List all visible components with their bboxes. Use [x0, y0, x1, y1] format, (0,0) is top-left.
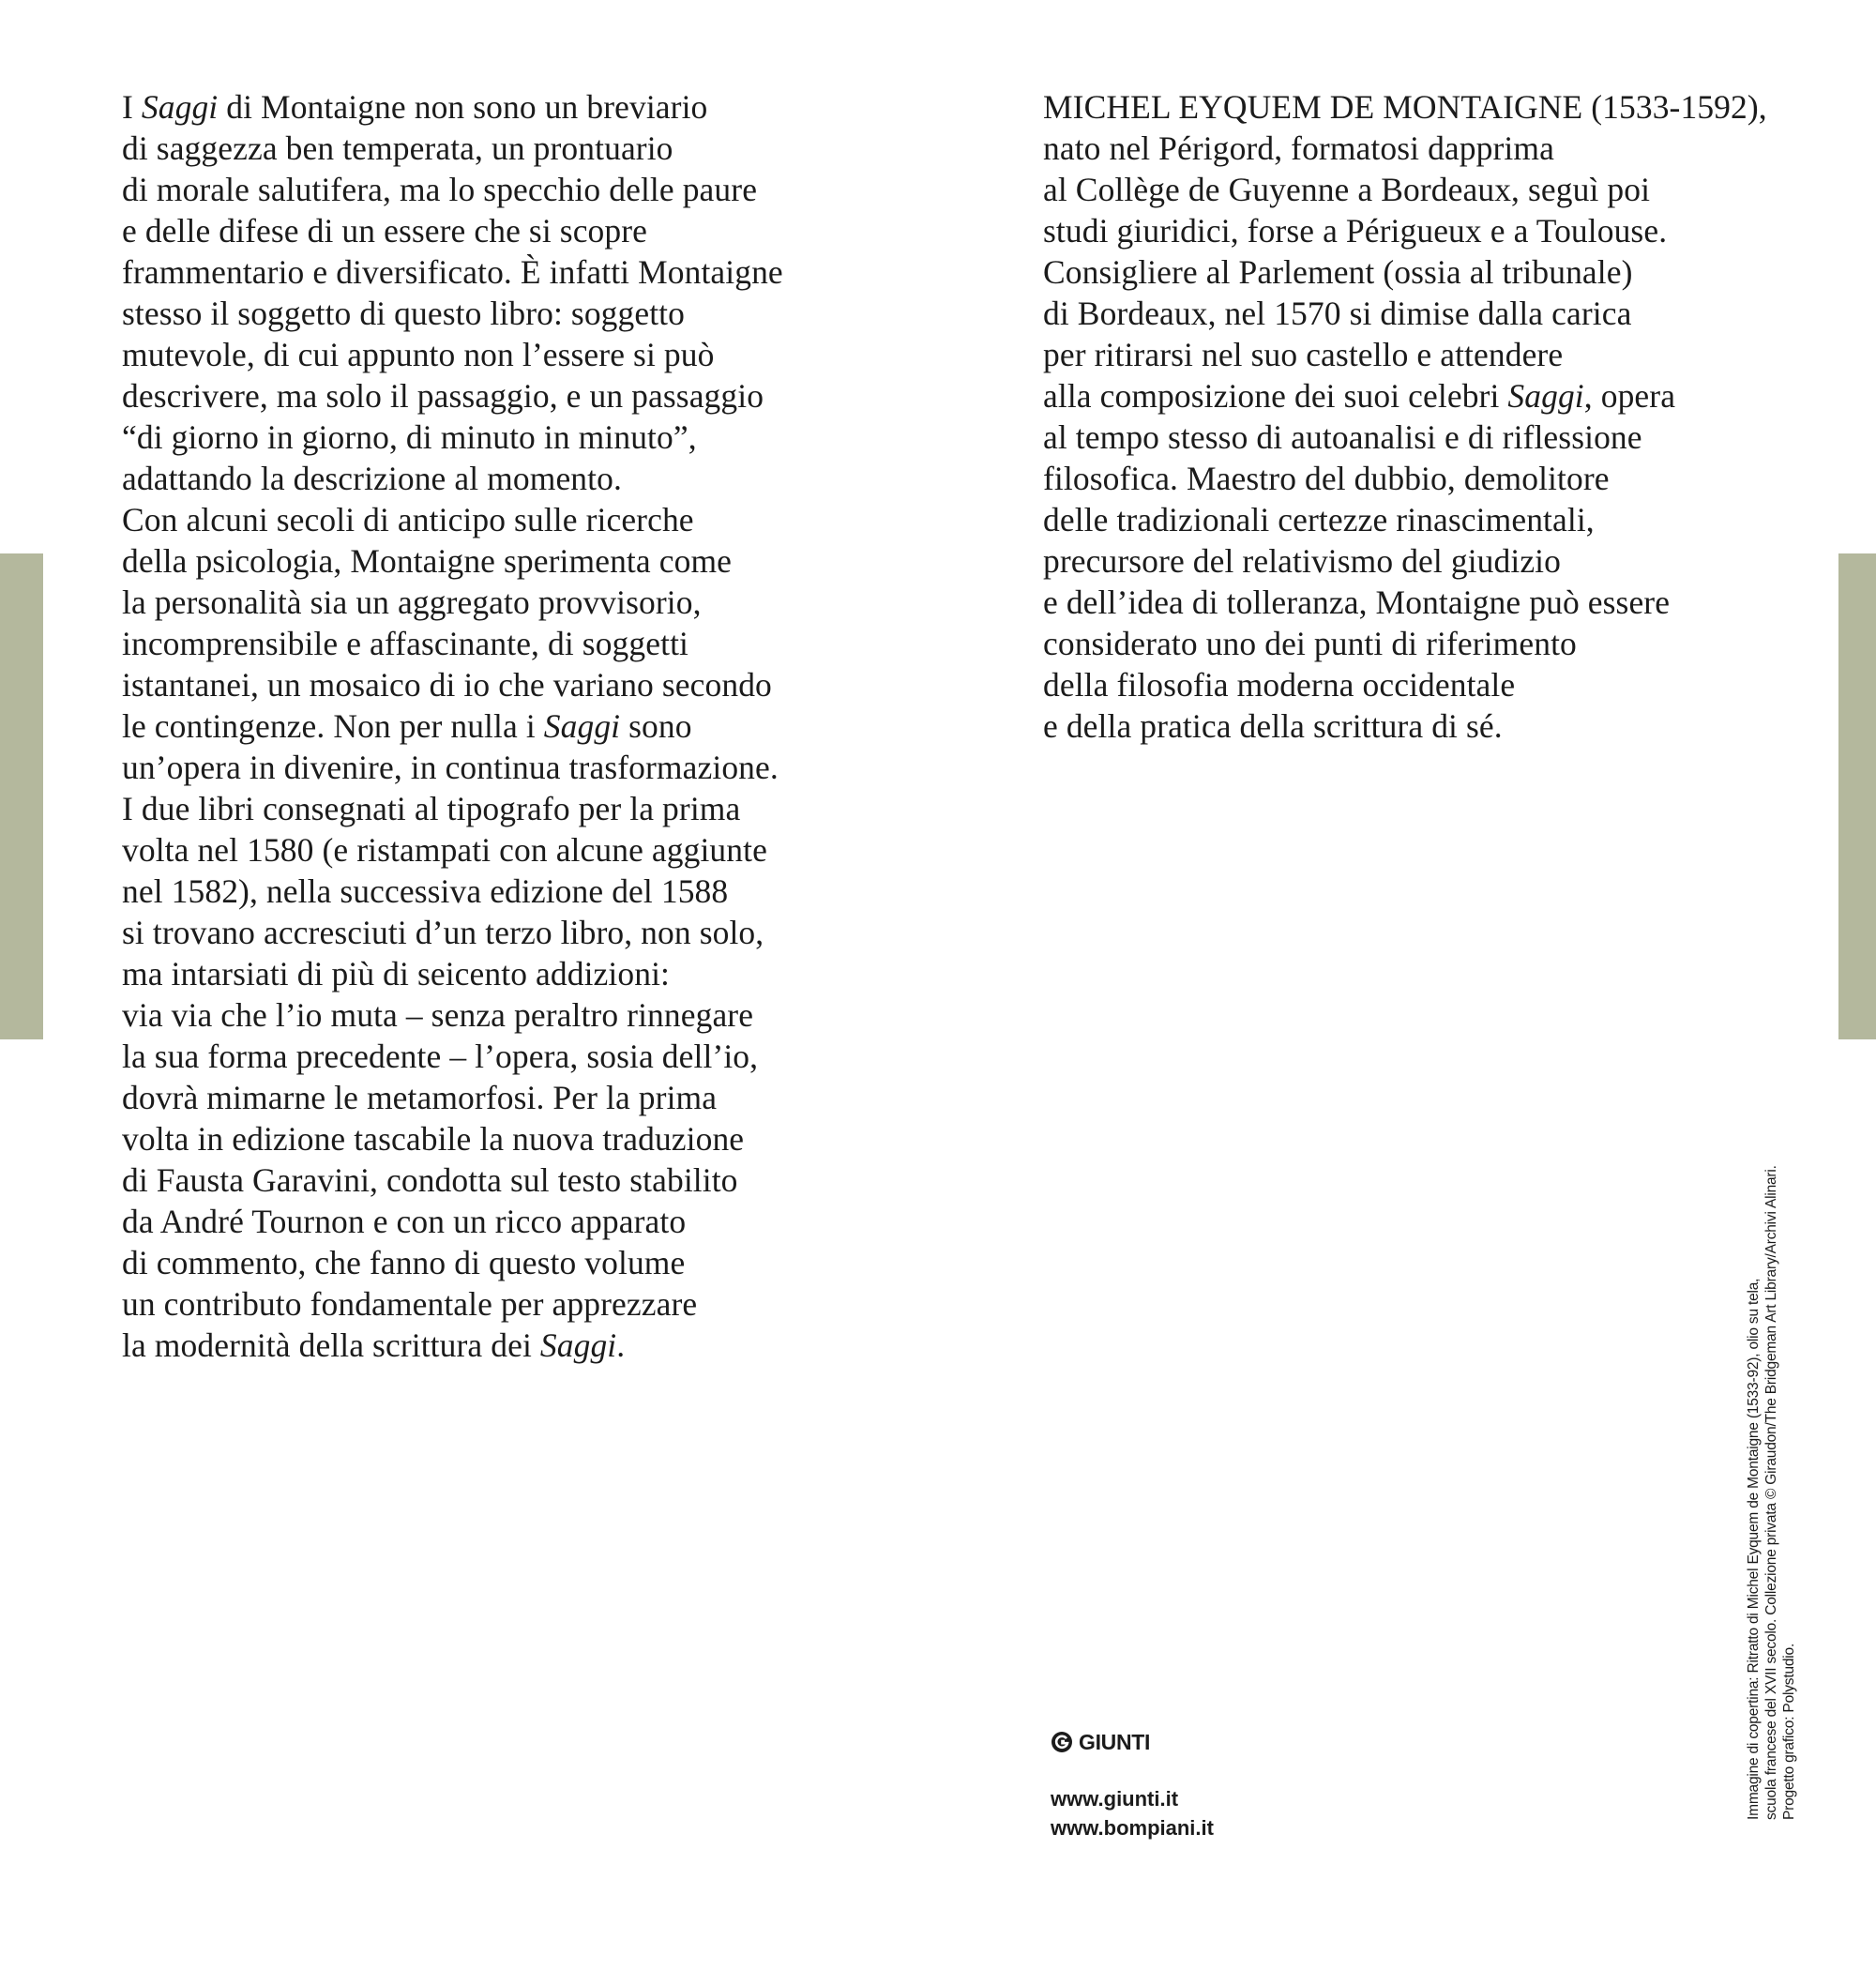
flap-fold-mark-right — [1838, 553, 1876, 1039]
text-run: ma intarsiati di più di seicento addizioni: — [122, 955, 671, 993]
text-line — [1043, 540, 1767, 582]
text-run: dovrà mimarne le metamorfosi. Per la prima — [122, 1079, 718, 1116]
credits-line: Immagine di copertina: Ritratto di Michel Eyquem de Montaigne (1533-92), olio su tela, — [1746, 1278, 1762, 1820]
text-line — [1043, 664, 1767, 705]
book-description-text — [122, 86, 783, 1366]
text-line — [122, 128, 783, 169]
publisher-block — [1051, 1726, 1214, 1842]
text-run: incomprensibile e affascinante, di soggetti — [122, 625, 689, 662]
text-line — [122, 417, 783, 458]
text-run: precursore del relativismo del giudizio — [1043, 542, 1562, 580]
text-line — [122, 86, 783, 128]
text-line — [1043, 582, 1767, 623]
text-run: di morale salutifera, ma lo specchio delle paure — [122, 171, 758, 208]
text-run: volta nel 1580 (e ristampati con alcune aggiunte — [122, 831, 767, 869]
text-line — [122, 210, 783, 251]
website-link-bompiani[interactable]: www.bompiani.it — [1051, 1816, 1214, 1840]
text-run: al tempo stesso di autoanalisi e di riflessione — [1043, 418, 1642, 456]
text-line — [1043, 210, 1767, 251]
text-run: nato nel Périgord, formatosi dapprima — [1043, 129, 1554, 167]
text-line — [122, 1242, 783, 1283]
text-line — [1043, 334, 1767, 375]
text-run: considerato uno dei punti di riferimento — [1043, 625, 1577, 662]
text-line — [1043, 499, 1767, 540]
text-line — [122, 1283, 783, 1325]
text-line — [122, 375, 783, 417]
text-run: , opera — [1583, 377, 1676, 415]
text-line — [122, 582, 783, 623]
text-line — [122, 1201, 783, 1242]
text-line — [1043, 623, 1767, 664]
text-run: delle tradizionali certezze rinascimentali, — [1043, 501, 1595, 538]
website-link-giunti[interactable]: www.giunti.it — [1051, 1787, 1179, 1811]
text-run: stesso il soggetto di questo libro: soggetto — [122, 295, 685, 332]
text-run: un contributo fondamentale per apprezzare — [122, 1285, 698, 1323]
text-run: un’opera in divenire, in continua trasformazione. — [122, 749, 779, 786]
publisher-logo — [1051, 1726, 1214, 1758]
text-line — [122, 334, 783, 375]
text-run: e delle difese di un essere che si scopre — [122, 212, 648, 250]
text-run: descrivere, ma solo il passaggio, e un passaggio — [122, 377, 764, 415]
text-run: di Montaigne non sono un breviario — [218, 88, 708, 126]
text-line — [122, 1159, 783, 1201]
text-run: istantanei, un mosaico di io che variano secondo — [122, 666, 772, 704]
text-run: via via che l’io muta – senza peraltro rinnegare — [122, 996, 754, 1034]
author-biography-text — [1043, 86, 1767, 747]
text-line — [122, 1036, 783, 1077]
text-line — [122, 829, 783, 871]
text-line — [122, 705, 783, 747]
text-run: di commento, che fanno di questo volume — [122, 1244, 686, 1281]
text-line — [1043, 705, 1767, 747]
text-line — [1043, 293, 1767, 334]
text-line — [122, 623, 783, 664]
text-run: di saggezza ben temperata, un prontuario — [122, 129, 673, 167]
text-line — [122, 1077, 783, 1118]
text-run: studi giuridici, forse a Périgueux e a Toulouse. — [1043, 212, 1668, 250]
text-run: . — [616, 1326, 626, 1364]
text-line — [1043, 128, 1767, 169]
text-run: della filosofia moderna occidentale — [1043, 666, 1516, 704]
text-line — [1043, 251, 1767, 293]
text-run: nel 1582), nella successiva edizione del 1588 — [122, 872, 729, 910]
text-run: Consigliere al Parlement (ossia al tribunale) — [1043, 253, 1633, 291]
giunti-g-logo-icon — [1051, 1731, 1073, 1753]
text-line — [122, 458, 783, 499]
text-line — [122, 788, 783, 829]
text-run: e dell’idea di tolleranza, Montaigne può essere — [1043, 583, 1671, 621]
text-run: Con alcuni secoli di anticipo sulle ricerche — [122, 501, 694, 538]
text-run: filosofica. Maestro del dubbio, demolitore — [1043, 460, 1610, 497]
text-run: di Bordeaux, nel 1570 si dimise dalla carica — [1043, 295, 1632, 332]
text-line — [1043, 169, 1767, 210]
text-run: di Fausta Garavini, condotta sul testo stabilito — [122, 1161, 738, 1199]
italic-title-run: Saggi — [1507, 377, 1584, 415]
text-run: la modernità della scrittura dei — [122, 1326, 540, 1364]
text-line — [122, 1325, 783, 1366]
text-line — [122, 747, 783, 788]
text-run: la sua forma precedente – l’opera, sosia dell’io, — [122, 1038, 759, 1075]
text-run: MICHEL EYQUEM DE MONTAIGNE (1533-1592), — [1043, 88, 1767, 126]
text-run: volta in edizione tascabile la nuova traduzione — [122, 1120, 745, 1158]
flap-fold-mark-left — [0, 553, 43, 1039]
text-line — [122, 871, 783, 912]
text-line — [122, 251, 783, 293]
italic-title-run: Saggi — [141, 88, 219, 126]
text-line — [122, 994, 783, 1036]
text-line — [122, 1118, 783, 1159]
credits-line: scuola francese del XVII secolo. Collezione privata © Giraudon/The Bridgeman Art Library/Archivi Alinari. — [1763, 1165, 1779, 1820]
italic-title-run: Saggi — [543, 707, 621, 745]
text-run: adattando la descrizione al momento. — [122, 460, 622, 497]
cover-credits — [1745, 1032, 1798, 1820]
text-run: alla composizione dei suoi celebri — [1043, 377, 1508, 415]
text-run: I due libri consegnati al tipografo per la prima — [122, 790, 741, 827]
text-run: si trovano accresciuti d’un terzo libro, non solo, — [122, 914, 764, 951]
text-line — [122, 953, 783, 994]
publisher-websites — [1051, 1784, 1214, 1842]
publisher-name: GIUNTI — [1079, 1729, 1151, 1754]
text-run: della psicologia, Montaigne sperimenta come — [122, 542, 733, 580]
text-run: I — [122, 88, 142, 126]
text-run: mutevole, di cui appunto non l’essere si può — [122, 336, 715, 373]
text-run: frammentario e diversificato. È infatti Montaigne — [122, 253, 783, 291]
text-line — [122, 169, 783, 210]
text-line — [122, 293, 783, 334]
text-run: al Collège de Guyenne a Bordeaux, seguì poi — [1043, 171, 1651, 208]
text-line — [122, 499, 783, 540]
text-line — [1043, 417, 1767, 458]
text-run: “di giorno in giorno, di minuto in minuto”, — [122, 418, 697, 456]
text-run: la personalità sia un aggregato provvisorio, — [122, 583, 702, 621]
text-run: e della pratica della scrittura di sé. — [1043, 707, 1503, 745]
text-line — [122, 912, 783, 953]
text-line — [122, 540, 783, 582]
credits-line: Progetto grafico: Polystudio. — [1781, 1643, 1797, 1820]
text-run: per ritirarsi nel suo castello e attendere — [1043, 336, 1564, 373]
text-line — [1043, 458, 1767, 499]
italic-title-run: Saggi — [539, 1326, 617, 1364]
text-line — [1043, 86, 1767, 128]
text-run: sono — [620, 707, 692, 745]
text-run: le contingenze. Non per nulla i — [122, 707, 544, 745]
text-line — [122, 664, 783, 705]
text-run: da André Tournon e con un ricco apparato — [122, 1203, 687, 1240]
text-line — [1043, 375, 1767, 417]
